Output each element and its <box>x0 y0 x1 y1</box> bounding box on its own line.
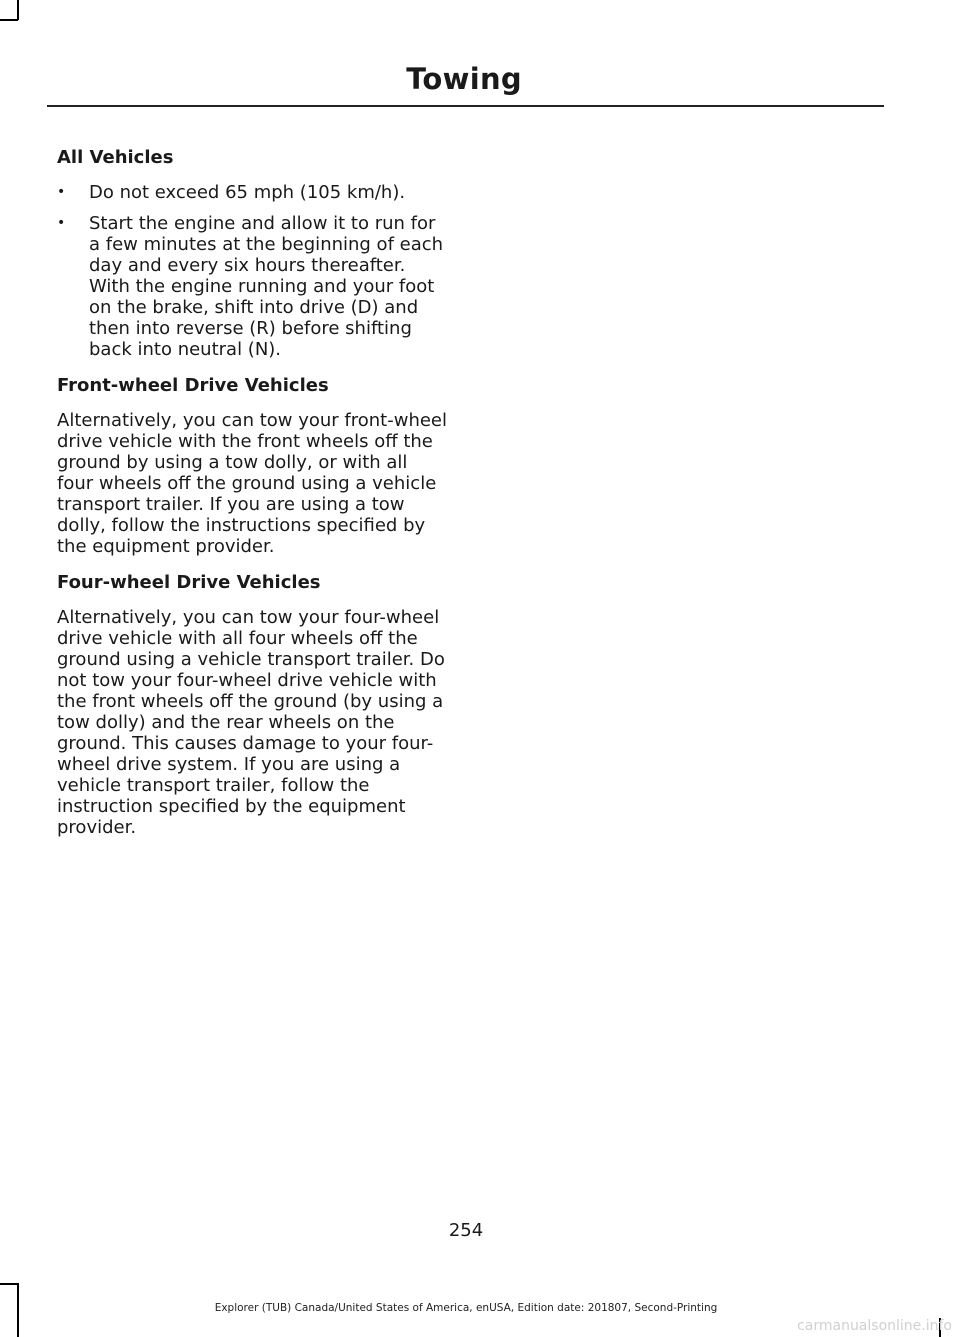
crop-mark-top-left-v <box>17 0 19 20</box>
all-vehicles-list <box>57 182 449 360</box>
page-number: 254 <box>448 1220 484 1241</box>
front-wheel-drive-paragraph: Alternatively, you can tow your front-wheel drive vehicle with the front wheels off the ground by using a tow dolly, or with all four wheels off the ground using a vehicle transport trailer. If you are using a tow dolly, follow the instructions specified by the equipment provider. <box>57 410 448 557</box>
header-divider <box>47 105 884 107</box>
section-heading-all-vehicles: All Vehicles <box>57 147 174 168</box>
four-wheel-drive-paragraph: Alternatively, you can tow your four-wheel drive vehicle with all four wheels off the ground using a vehicle transport trailer. Do not tow your four-wheel drive vehicle with the front wheels off the ground (by using a tow dolly) and the rear wheels on the ground. This causes damage to your four-wheel drive system. If you are using a vehicle transport trailer, follow the instruction specified by the equipment provider. <box>57 607 445 838</box>
page-header-title: Towing <box>406 62 522 96</box>
list-item: • Do not exceed 65 mph (105 km/h). <box>57 182 449 203</box>
crop-mark-bottom-left-h <box>0 1283 18 1285</box>
section-heading-four-wheel-drive: Four-wheel Drive Vehicles <box>57 572 321 593</box>
list-item: • Start the engine and allow it to run for a few minutes at the beginning of each day and every six hours thereafter. With the engine running and your foot on the brake, shift into drive (D) and then into reverse (R) before shifting back into neutral (N). <box>57 213 449 360</box>
watermark: carmanualsonline.info <box>797 1318 952 1334</box>
edition-footer: Explorer (TUB) Canada/United States of America, enUSA, Edition date: 201807, Second-Printing <box>214 1302 718 1314</box>
crop-mark-top-left-h <box>0 19 18 21</box>
main-column <box>57 146 449 852</box>
section-heading-front-wheel-drive: Front-wheel Drive Vehicles <box>57 375 329 396</box>
